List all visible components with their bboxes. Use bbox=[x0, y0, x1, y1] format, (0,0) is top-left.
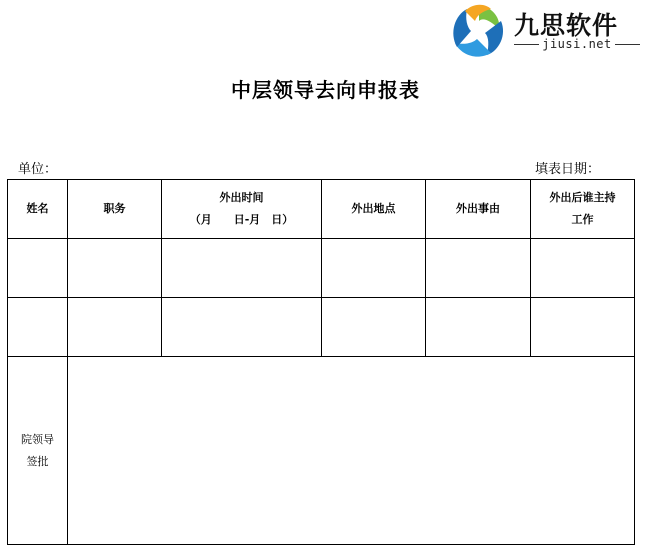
unit-label: 单位： bbox=[18, 162, 58, 177]
header-substitute-line2: 工作 bbox=[571, 213, 594, 226]
header-reason bbox=[425, 179, 531, 239]
jiusi-logo-icon bbox=[448, 2, 510, 60]
header-name bbox=[7, 179, 68, 239]
header-location bbox=[321, 179, 426, 239]
document-title: 中层领导去向申报表 bbox=[231, 78, 420, 102]
header-reason-label: 外出事由 bbox=[456, 202, 500, 215]
row1-position-cell[interactable] bbox=[67, 238, 162, 298]
logo bbox=[448, 2, 648, 60]
header-name-label: 姓名 bbox=[26, 202, 49, 215]
row2-substitute-cell[interactable] bbox=[530, 297, 635, 357]
header-time-label: 外出时间 bbox=[219, 191, 264, 204]
logo-domain: jiusi.net bbox=[542, 37, 612, 51]
report-form-table bbox=[7, 179, 635, 545]
row1-location-cell[interactable] bbox=[321, 238, 426, 298]
header-substitute bbox=[530, 179, 635, 239]
header-position-label: 职务 bbox=[103, 202, 126, 215]
row2-location-cell[interactable] bbox=[321, 297, 426, 357]
row1-name-cell[interactable] bbox=[7, 238, 68, 298]
header-position bbox=[67, 179, 162, 239]
approval-content-cell[interactable] bbox=[67, 356, 635, 545]
approval-label-line2: 签批 bbox=[26, 454, 49, 468]
row2-time-cell[interactable] bbox=[161, 297, 322, 357]
logo-rule-left bbox=[514, 44, 539, 45]
header-substitute-line1: 外出后谁主持 bbox=[549, 191, 616, 204]
row1-substitute-cell[interactable] bbox=[530, 238, 635, 298]
approval-label-line1: 院领导 bbox=[21, 432, 54, 446]
row2-name-cell[interactable] bbox=[7, 297, 68, 357]
row2-reason-cell[interactable] bbox=[425, 297, 531, 357]
header-time-format: （月 日-月 日） bbox=[189, 213, 294, 226]
header-location-label: 外出地点 bbox=[351, 202, 396, 215]
row1-time-cell[interactable] bbox=[161, 238, 322, 298]
fill-date-label: 填表日期： bbox=[535, 162, 601, 177]
logo-rule-right bbox=[615, 44, 640, 45]
row1-reason-cell[interactable] bbox=[425, 238, 531, 298]
logo-domain-row bbox=[514, 36, 640, 52]
header-time bbox=[161, 179, 322, 239]
logo-name: 九思软件 bbox=[514, 11, 619, 40]
approval-label-cell bbox=[7, 356, 68, 545]
row2-position-cell[interactable] bbox=[67, 297, 162, 357]
